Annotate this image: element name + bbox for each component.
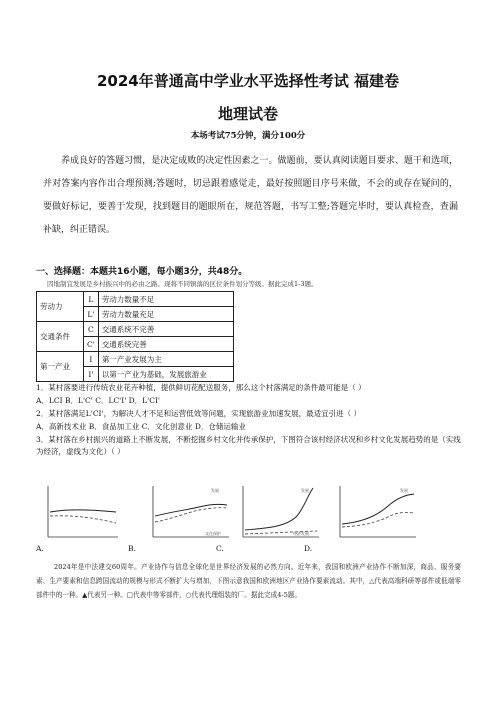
chart-label-b: B. <box>128 544 136 553</box>
table-code-cell: I <box>84 352 99 367</box>
table-row <box>37 292 234 307</box>
question-1-options: A．LCI B．L'C' C．LC'I' D．L'CI' <box>36 396 160 405</box>
question-2-options: A．高新技术业 B．食品加工业 C．文化创意业 D．仓储运输业 <box>36 422 246 431</box>
table-row <box>37 352 234 367</box>
table-desc-cell: 第一产业发展为主 <box>98 352 233 367</box>
exam-title: 2024年普通高中学业水平选择性考试 福建卷 <box>97 72 399 90</box>
question-1: 1．某村落要进行传统农业花卉种植，提供鲜切花配送服务，那么这个村落满足的条件最可能是（ ） <box>36 383 366 392</box>
question-group-lead: 因地制宜发展是乡村振兴中的必由之路。现将不同镇落的区位条件划分等级。据此完成1-3题。 <box>47 280 318 288</box>
question-group-2-lead: 2024年是中法建交60周年。产业协作与信息全球化是世界经济发展的必然方向。近年来，我国和欧洲产业协作不断加深，商品、服务要素、生产要素和信息跨国流动的规模与形式不断扩大与增加，下图示意我国和欧洲地区产业协作要素流动。其中，△代表高端科研等部件或低端零部件中的一种。▲代表另一种。□代表中等零部件，○代表代理组装的厂。据此完成4-5题。 <box>36 563 461 599</box>
question-3: 3．某村落在乡村振兴的道路上不断发展，不断挖掘乡村文化并传承保护，下图符合该村经济状况和乡村文化发展趋势的是（实线为经济，虚线为文化）（ ） <box>36 435 461 456</box>
svg-text:发展: 发展 <box>301 488 309 493</box>
table-code-cell: L' <box>84 307 99 322</box>
table-group-cell: 交通条件 <box>37 322 84 352</box>
chart-d-axis-label: 发展 <box>400 488 408 493</box>
chart-d <box>338 482 418 542</box>
intro-paragraph: 养成良好的答题习惯，是决定成败的决定性因素之一。做题前，要认真阅读题目要求、题干和选项，并对答案内容作出合理预测;答题时，切忌跟着感觉走，最好按照题目序号来做，不会的或存在疑问的，要做好标记，要善于发现，找到题目的题眼所在，规范答题，书写工整;答题完毕时，要认真检查，查漏补缺，纠正错误。 <box>43 156 458 235</box>
table-row <box>37 322 234 337</box>
subject-title: 地理试卷 <box>217 105 278 123</box>
table-code-cell: I' <box>84 367 99 382</box>
table-code-cell: C' <box>84 337 99 352</box>
chart-b <box>151 482 231 542</box>
table-code-cell: L <box>84 292 99 307</box>
table-desc-cell: 以第一产业为基础，发展旅游业 <box>98 367 233 382</box>
exam-info: 本场考试75分钟，满分100分 <box>190 131 306 141</box>
table-desc-cell: 劳动力数量充足 <box>98 307 233 322</box>
chart-label-a: A. <box>36 544 44 553</box>
table-group-cell: 劳动力 <box>37 292 84 322</box>
chart-c <box>241 482 321 542</box>
svg-text:发展: 发展 <box>211 488 219 493</box>
chart-c-axis-label: 经济发展 <box>293 531 309 536</box>
chart-label-c: C. <box>216 544 224 553</box>
section-heading: 一、选择题：本题共16小题，每小题3分，共48分。 <box>36 267 248 277</box>
table-desc-cell: 交通系统完善 <box>98 337 233 352</box>
table-desc-cell: 劳动力数量不足 <box>98 292 233 307</box>
answer-charts <box>36 482 456 552</box>
chart-label-d: D. <box>304 544 313 553</box>
condition-table <box>36 291 234 382</box>
table-desc-cell: 交通系统不完善 <box>98 322 233 337</box>
table-code-cell: C <box>84 322 99 337</box>
chart-a <box>46 482 121 542</box>
question-2: 2．某村落满足L'CI'，为解决人才不足和运营低效等问题，实现旅游业加速发展，最适宜引进（ ） <box>36 409 361 418</box>
chart-b-axis-label: 文化保护 <box>205 531 221 536</box>
table-group-cell: 第一产业 <box>37 352 84 382</box>
